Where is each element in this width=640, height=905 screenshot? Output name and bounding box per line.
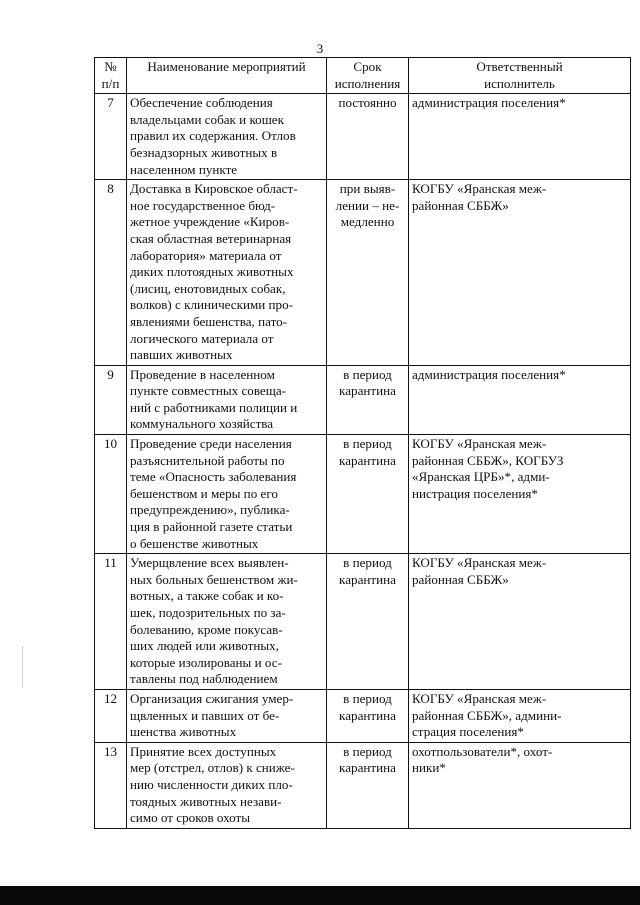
text-line: мер (отстрел, отлов) к сниже- (130, 760, 295, 776)
text-line: Принятие всех доступных (130, 743, 277, 759)
measure-name (127, 365, 327, 434)
measure-term (327, 554, 409, 690)
text-line: теме «Опасность заболевания (130, 469, 297, 485)
text-line: ская областная ветеринарная (130, 230, 292, 246)
row-number: 13 (95, 742, 127, 828)
text-line: Наименование мероприятий (147, 59, 306, 74)
row-number: 8 (95, 180, 127, 366)
text-line: нистрация поселения* (412, 485, 538, 501)
measure-term (327, 365, 409, 434)
measure-name (127, 180, 327, 366)
text-line: ний с работниками полиции и (130, 399, 298, 415)
measure-name (127, 94, 327, 180)
text-line: ших людей или животных, (130, 638, 280, 654)
text-line: коммунального хозяйства (130, 416, 274, 432)
text-line: ция в районной газете статьи (130, 519, 293, 535)
text-line: бешенством и меры по его (130, 485, 278, 501)
text-line: карантина (339, 571, 396, 587)
text-line: которые изолированы и ос- (130, 654, 282, 670)
text-line: предупреждению», публика- (130, 502, 290, 518)
text-line: КОГБУ «Яранская меж- (412, 690, 547, 706)
text-line: тавлены под наблюдением (130, 671, 278, 687)
text-line: страция поселения* (412, 724, 524, 740)
text-line: болеванию, кроме покусав- (130, 621, 283, 637)
text-line: ное государственное бюд- (130, 197, 276, 213)
text-line: логического материала от (130, 330, 274, 346)
row-number: 7 (95, 94, 127, 180)
text-line: администрация поселения* (412, 366, 566, 382)
text-line: нию численности диких пло- (130, 776, 293, 792)
text-line: медленно (340, 214, 395, 230)
measure-term (327, 742, 409, 828)
measure-name (127, 554, 327, 690)
table-row (95, 94, 631, 180)
text-line: карантина (339, 760, 396, 776)
text-line: Обеспечение соблюдения (130, 95, 273, 111)
measure-name (127, 689, 327, 742)
measure-responsible (409, 689, 631, 742)
text-line: карантина (339, 452, 396, 468)
measure-term (327, 435, 409, 554)
measure-responsible (409, 365, 631, 434)
text-line: правил их содержания. Отлов (130, 128, 296, 144)
text-line: в период (343, 690, 392, 706)
table-row (95, 554, 631, 690)
text-line: населенном пункте (130, 161, 238, 177)
row-number: 9 (95, 365, 127, 434)
text-line: волков) с клиническими про- (130, 297, 293, 313)
page-number: 3 (316, 41, 324, 56)
text-line: о бешенстве животных (130, 535, 259, 551)
row-number: 11 (95, 554, 127, 690)
measure-term (327, 180, 409, 366)
text-line: № (104, 59, 117, 74)
table-header-row (95, 58, 631, 94)
header-responsible (409, 58, 631, 94)
text-line: п/п (101, 75, 120, 91)
text-line: жетное учреждение «Киров- (130, 214, 290, 230)
text-line: симо от сроков охоты (130, 810, 251, 826)
text-line: КОГБУ «Яранская меж- (412, 555, 547, 571)
table-row (95, 689, 631, 742)
table-row (95, 365, 631, 434)
header-term (327, 58, 409, 94)
text-line: при выяв- (339, 181, 396, 197)
text-line: карантина (339, 383, 396, 399)
text-line: Доставка в Кировское област- (130, 181, 298, 197)
text-line: павших животных (130, 347, 233, 363)
text-line: ники* (412, 760, 446, 776)
text-line: в период (343, 555, 392, 571)
text-line: ных больных бешенством жи- (130, 571, 298, 587)
scan-margin-mark (22, 646, 23, 688)
text-line: шек, подозрительных по за- (130, 605, 286, 620)
text-line: администрация поселения* (412, 95, 566, 111)
text-line: лаборатория» материала от (130, 247, 282, 263)
text-line: районная СББЖ», админи- (412, 707, 562, 723)
text-line: шенства животных (130, 724, 237, 740)
table-row (95, 180, 631, 366)
text-line: Ответственный (476, 59, 563, 74)
text-line: владельцами собак и кошек (130, 111, 284, 127)
measures-table (94, 57, 631, 829)
text-line: Умерщвление всех выявлен- (130, 555, 289, 571)
text-line: КОГБУ «Яранская меж- (412, 181, 547, 197)
text-line: пункте совместных совеща- (130, 383, 286, 399)
text-line: Организация сжигания умер- (130, 690, 294, 706)
text-line: исполнения (334, 75, 401, 91)
scan-footer-bar (0, 886, 640, 905)
text-line: Проведение в населенном (130, 366, 275, 382)
text-line: щвленных и павших от бе- (130, 707, 280, 723)
text-line: явлениями бешенства, пато- (130, 313, 288, 329)
measure-name (127, 742, 327, 828)
text-line: в период (343, 366, 392, 382)
text-line: исполнитель (484, 75, 555, 91)
measure-term (327, 689, 409, 742)
text-line: (лисиц, енотовидных собак, (130, 280, 286, 296)
text-line: постоянно (338, 95, 397, 111)
text-line: в период (343, 743, 392, 759)
measure-term (327, 94, 409, 180)
text-line: карантина (339, 707, 396, 723)
text-line: тоядных животных незави- (130, 793, 282, 809)
text-line: лении – не- (335, 197, 400, 213)
text-line: Срок (353, 59, 382, 74)
text-line: «Яранская ЦРБ»*, адми- (412, 469, 550, 485)
table-row (95, 435, 631, 554)
text-line: разъяснительной работы по (130, 452, 285, 468)
measure-responsible (409, 742, 631, 828)
text-line: вотных, а также собак и ко- (130, 588, 284, 604)
header-num (95, 58, 127, 94)
text-line: в период (343, 436, 392, 452)
table-row (95, 742, 631, 828)
measure-responsible (409, 435, 631, 554)
text-line: охотпользователи*, охот- (412, 743, 553, 759)
text-line: Проведение среди населения (130, 436, 292, 452)
text-line: диких плотоядных животных (130, 264, 294, 280)
text-line: районная СББЖ» (412, 197, 509, 213)
measure-name (127, 435, 327, 554)
row-number: 12 (95, 689, 127, 742)
measure-responsible (409, 180, 631, 366)
row-number: 10 (95, 435, 127, 554)
text-line: районная СББЖ», КОГБУЗ (412, 452, 564, 468)
header-name (127, 58, 327, 94)
text-line: безнадзорных животных в (130, 144, 278, 160)
measure-responsible (409, 554, 631, 690)
text-line: КОГБУ «Яранская меж- (412, 436, 547, 452)
measure-responsible (409, 94, 631, 180)
text-line: районная СББЖ» (412, 571, 509, 587)
